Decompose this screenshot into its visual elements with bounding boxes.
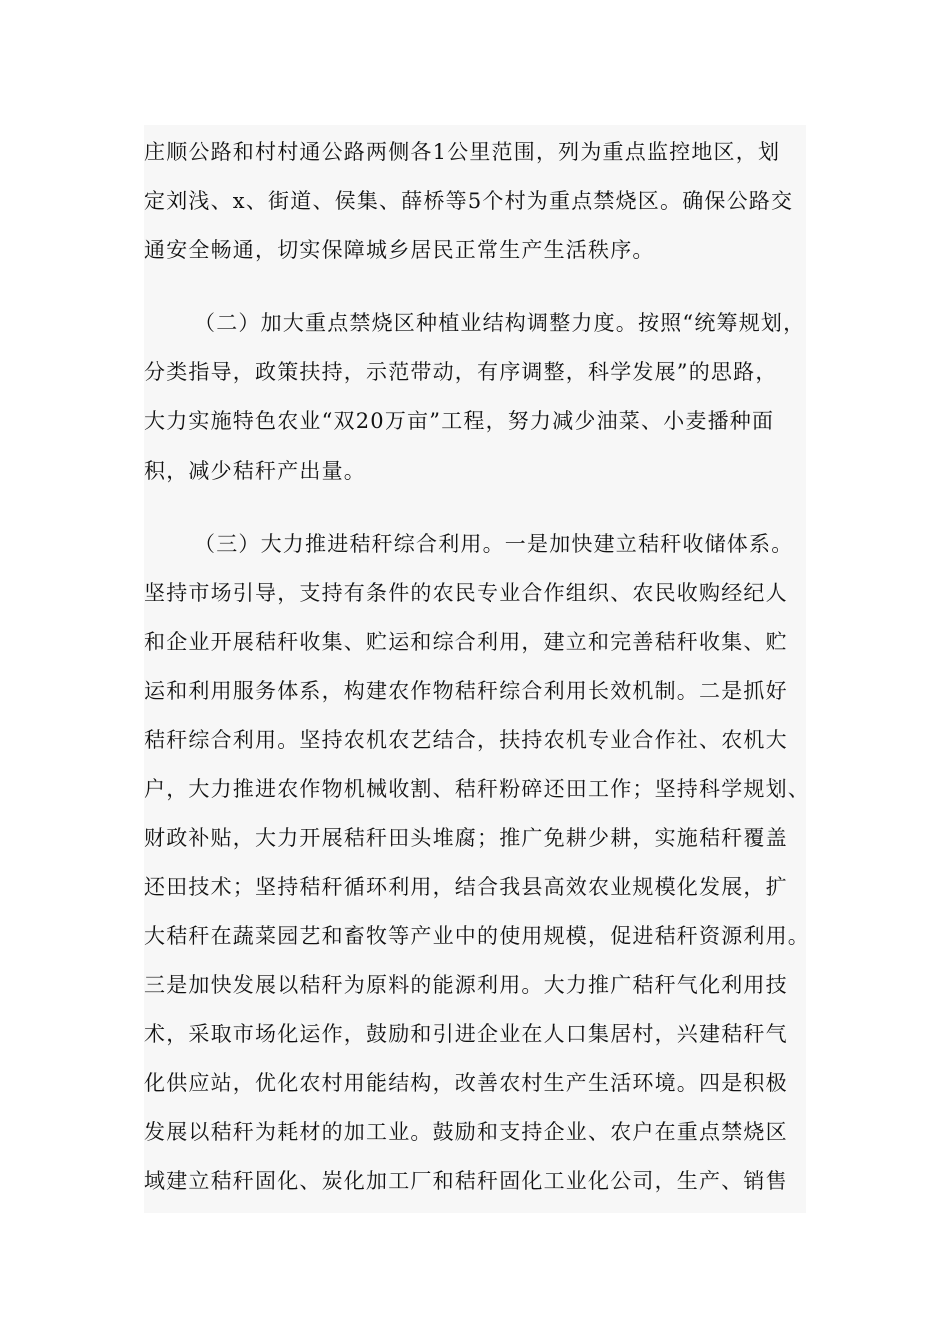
paragraph-heading-3: （三）大力推进秸秆综合利用。一是加快建立秸秆收储体系。 bbox=[194, 532, 794, 556]
text-line: 秸秆综合利用。坚持农机农艺结合，扶持农机专业合作社、农机大 bbox=[144, 728, 788, 752]
text-line: 大秸秆在蔬菜园艺和畜牧等产业中的使用规模，促进秸秆资源利用。 bbox=[144, 924, 810, 948]
text-line: 化供应站，优化农村用能结构，改善农村生产生活环境。四是积极 bbox=[144, 1071, 788, 1095]
document-body bbox=[144, 125, 810, 1213]
text-line: 积，减少秸秆产出量。 bbox=[144, 459, 366, 483]
text-line: 定刘浅、x、街道、侯集、薛桥等5个村为重点禁烧区。确保公路交 bbox=[144, 189, 794, 213]
text-line: 术，采取市场化运作，鼓励和引进企业在人口集居村，兴建秸秆气 bbox=[144, 1022, 788, 1046]
text-line: 和企业开展秸秆收集、贮运和综合利用，建立和完善秸秆收集、贮 bbox=[144, 630, 788, 654]
text-line: 域建立秸秆固化、炭化加工厂和秸秆固化工业化公司，生产、销售 bbox=[144, 1169, 788, 1193]
text-line: 还田技术；坚持秸秆循环利用，结合我县高效农业规模化发展，扩 bbox=[144, 875, 788, 899]
text-line: 大力实施特色农业“双20万亩”工程，努力减少油菜、小麦播种面 bbox=[144, 409, 775, 433]
text-line: 财政补贴，大力开展秸秆田头堆腐；推广免耕少耕，实施秸秆覆盖 bbox=[144, 826, 788, 850]
paragraph-heading-2: （二）加大重点禁烧区种植业结构调整力度。按照“统筹规划， bbox=[194, 311, 806, 335]
text-line: 三是加快发展以秸秆为原料的能源利用。大力推广秸秆气化利用技 bbox=[144, 973, 788, 997]
text-line: 户，大力推进农作物机械收割、秸秆粉碎还田工作；坚持科学规划、 bbox=[144, 777, 810, 801]
text-line: 坚持市场引导，支持有条件的农民专业合作组织、农民收购经纪人 bbox=[144, 581, 788, 605]
text-line: 发展以秸秆为耗材的加工业。鼓励和支持企业、农户在重点禁烧区 bbox=[144, 1120, 788, 1144]
text-line: 分类指导，政策扶持，示范带动，有序调整，科学发展”的思路， bbox=[144, 360, 778, 384]
text-line: 通安全畅通，切实保障城乡居民正常生产生活秩序。 bbox=[144, 238, 655, 262]
text-line: 运和利用服务体系，构建农作物秸秆综合利用长效机制。二是抓好 bbox=[144, 679, 788, 703]
text-line: 庄顺公路和村村通公路两侧各1公里范围，列为重点监控地区，划 bbox=[144, 140, 781, 164]
